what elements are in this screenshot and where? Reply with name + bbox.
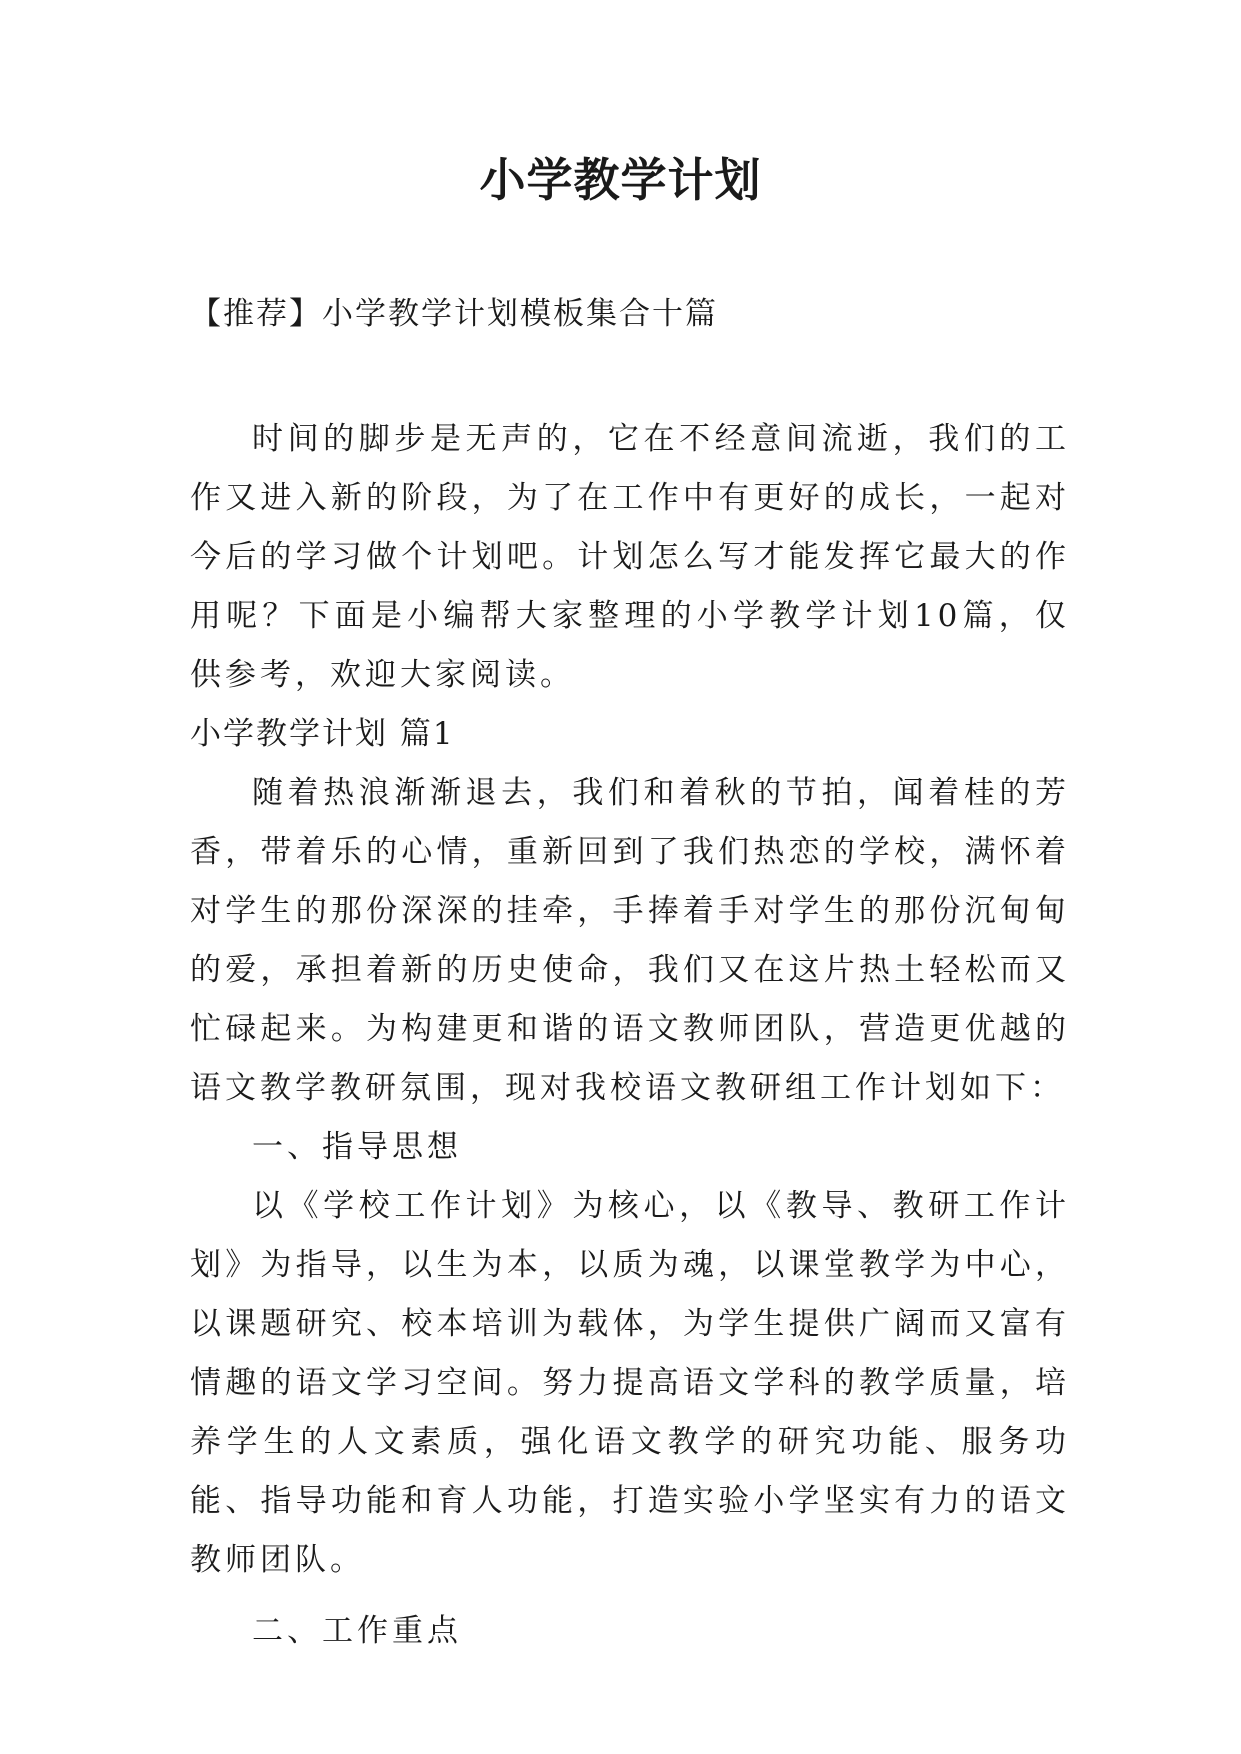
document-title: 小学教学计划 <box>479 153 762 207</box>
body-paragraph-1: 随着热浪渐渐退去，我们和着秋的节拍，闻着桂的芳香，带着乐的心情，重新回到了我们热恋的学校，满怀着对学生的那份深深的挂牵，手捧着手对学生的那份沉甸甸的爱，承担着新的历史使命，我们又在这片热土轻松而又忙碌起来。为构建更和谐的语文教师团队，营造更优越的语文教学教研氛围，现对我校语文教研组工作计划如下： <box>190 775 1070 1106</box>
article-heading: 小学教学计划 篇1 <box>190 716 455 752</box>
document-body <box>190 410 1070 1661</box>
section-title-work-focus: 二、工作重点 <box>252 1613 462 1649</box>
body-paragraph-2: 以《学校工作计划》为核心，以《教导、教研工作计划》为指导，以生为本，以质为魂，以课堂教学为中心，以课题研究、校本培训为载体，为学生提供广阔而又富有情趣的语文学习空间。努力提高语文学科的教学质量，培养学生的人文素质，强化语文教学的研究功能、服务功能、指导功能和育人功能，打造实验小学坚实有力的语文教师团队。 <box>190 1188 1070 1578</box>
intro-paragraph: 时间的脚步是无声的，它在不经意间流逝，我们的工作又进入新的阶段，为了在工作中有更好的成长，一起对今后的学习做个计划吧。计划怎么写才能发挥它最大的作用呢？下面是小编帮大家整理的小学教学计划10篇，仅供参考，欢迎大家阅读。 <box>190 421 1070 693</box>
section-title-guiding-ideology: 一、指导思想 <box>252 1129 462 1165</box>
document-subtitle: 【推荐】小学教学计划模板集合十篇 <box>190 296 718 332</box>
